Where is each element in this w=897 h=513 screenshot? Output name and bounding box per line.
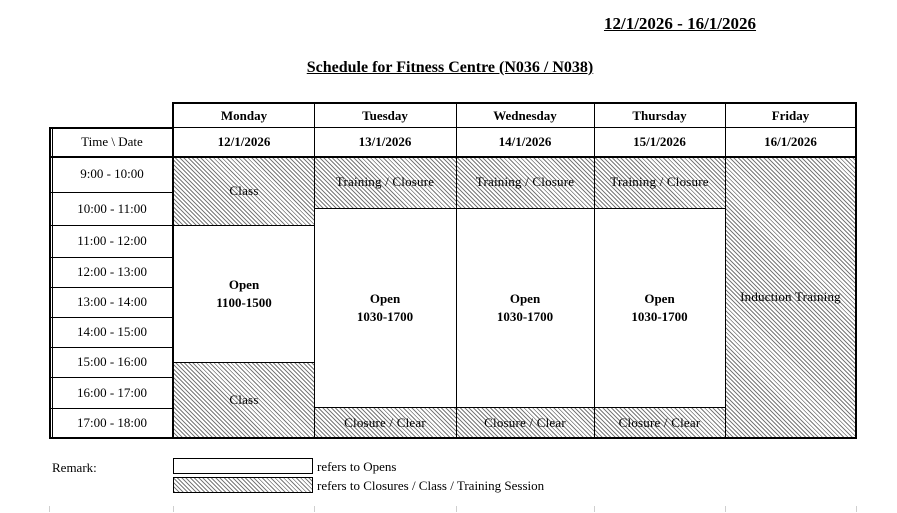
grid-line bbox=[172, 102, 174, 439]
day-name-wednesday: Wednesday bbox=[493, 107, 557, 123]
grid-line bbox=[174, 127, 856, 128]
grid-line bbox=[49, 127, 51, 439]
open-hours: 1030-1700 bbox=[356, 309, 414, 324]
remark-label: Remark: bbox=[52, 460, 97, 475]
open-label: Open bbox=[509, 291, 541, 306]
time-slot: 16:00 - 17:00 bbox=[76, 384, 148, 400]
thursday-open-block bbox=[594, 208, 725, 408]
grid-line bbox=[49, 437, 857, 439]
wednesday-open-block bbox=[456, 208, 594, 408]
legend-open-swatch bbox=[173, 458, 313, 474]
grid-line bbox=[50, 257, 174, 258]
page-tick bbox=[314, 506, 315, 512]
grid-line bbox=[594, 102, 595, 439]
grid-line bbox=[52, 129, 53, 437]
block-label: Training / Closure bbox=[335, 174, 435, 189]
grid-line bbox=[50, 377, 174, 378]
thursday-training-block bbox=[594, 156, 725, 208]
grid-line bbox=[50, 225, 314, 226]
grid-line bbox=[456, 102, 457, 439]
block-label: Training / Closure bbox=[610, 174, 709, 189]
time-slot: 17:00 - 18:00 bbox=[76, 415, 148, 430]
grid-line bbox=[173, 102, 857, 104]
grid-line bbox=[50, 192, 174, 193]
time-slot: 14:00 - 15:00 bbox=[76, 324, 148, 339]
legend-closed-text: refers to Closures / Class / Training Session bbox=[317, 478, 545, 493]
grid-line bbox=[50, 317, 174, 318]
time-slot: 11:00 - 12:00 bbox=[77, 233, 147, 248]
open-label: Open bbox=[228, 276, 260, 292]
wednesday-closure-block bbox=[456, 408, 594, 438]
time-slot: 10:00 - 11:00 bbox=[77, 200, 147, 216]
open-hours: 1100-1500 bbox=[216, 294, 272, 310]
grid-line bbox=[314, 407, 725, 408]
time-slot: 15:00 - 16:00 bbox=[76, 354, 148, 369]
date-range: 12/1/2026 - 16/1/2026 bbox=[603, 14, 757, 33]
open-label: Open bbox=[369, 291, 401, 306]
grid-line bbox=[314, 102, 315, 439]
day-name-tuesday: Tuesday bbox=[362, 107, 408, 123]
block-label: Closure / Clear bbox=[484, 415, 566, 430]
time-slot: 9:00 - 10:00 bbox=[80, 166, 144, 181]
monday-class-block bbox=[174, 156, 314, 225]
day-date-friday: 16/1/2026 bbox=[764, 134, 817, 149]
page-tick bbox=[49, 506, 50, 512]
time-slot: 13:00 - 14:00 bbox=[76, 294, 148, 309]
page-tick bbox=[173, 506, 174, 512]
grid-line bbox=[49, 127, 174, 129]
open-hours: 1030-1700 bbox=[496, 309, 554, 324]
grid-line bbox=[855, 102, 857, 439]
corner-label: Time \ Date bbox=[81, 134, 143, 149]
grid-line bbox=[174, 362, 314, 363]
legend-open-text: refers to Opens bbox=[317, 459, 397, 474]
block-label: Training / Closure bbox=[475, 174, 575, 189]
day-name-monday: Monday bbox=[220, 107, 268, 123]
block-label: Closure / Clear bbox=[344, 415, 426, 430]
tuesday-open-block bbox=[314, 208, 456, 408]
friday-induction-block bbox=[725, 156, 856, 438]
day-date-monday: 12/1/2026 bbox=[217, 134, 271, 149]
day-date-wednesday: 14/1/2026 bbox=[498, 134, 552, 149]
grid-line bbox=[50, 347, 174, 348]
day-name-friday: Friday bbox=[771, 107, 810, 123]
grid-line bbox=[725, 102, 726, 439]
page-tick bbox=[594, 506, 595, 512]
block-label: Induction Training bbox=[740, 289, 841, 304]
monday-open-block bbox=[174, 225, 314, 362]
wednesday-training-block bbox=[456, 156, 594, 208]
page-tick bbox=[456, 506, 457, 512]
block-label: Closure / Clear bbox=[618, 415, 701, 430]
open-label: Open bbox=[644, 291, 675, 306]
block-label: Class bbox=[229, 392, 259, 407]
legend-closed-swatch bbox=[173, 477, 313, 493]
grid-line bbox=[50, 287, 174, 288]
tuesday-training-block bbox=[314, 156, 456, 208]
page-tick bbox=[856, 506, 857, 512]
page-tick bbox=[725, 506, 726, 512]
open-hours: 1030-1700 bbox=[631, 309, 688, 324]
grid-line bbox=[49, 156, 857, 158]
time-slot: 12:00 - 13:00 bbox=[76, 264, 148, 279]
page-title: Schedule for Fitness Centre (N036 / N038) bbox=[306, 59, 594, 76]
day-name-thursday: Thursday bbox=[632, 107, 687, 123]
monday-class-block-2 bbox=[174, 362, 314, 438]
day-date-tuesday: 13/1/2026 bbox=[358, 134, 412, 149]
grid-line bbox=[50, 408, 174, 409]
grid-line bbox=[314, 208, 725, 209]
day-date-thursday: 15/1/2026 bbox=[633, 134, 686, 149]
thursday-closure-block bbox=[594, 408, 725, 438]
block-label: Class bbox=[229, 182, 259, 198]
tuesday-closure-block bbox=[314, 408, 456, 438]
